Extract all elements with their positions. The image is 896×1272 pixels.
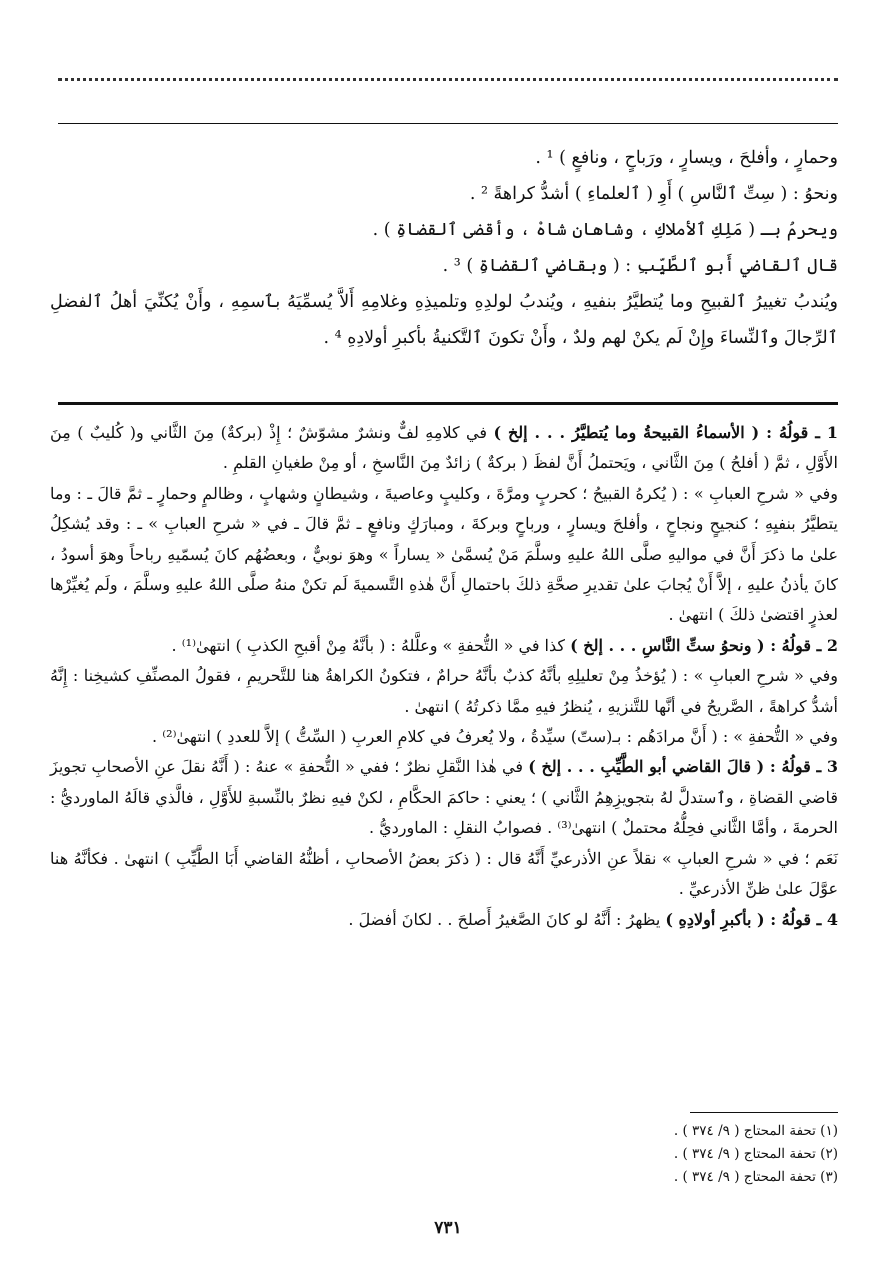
main-text-line: ونحوُ : ( سِتِّ ٱلنَّاسِ ) أَوِ ( ٱلعلماءِ ) أشدُّ كراهةً ² . bbox=[469, 184, 838, 204]
commentary bbox=[50, 418, 838, 935]
commentary-paragraph bbox=[50, 752, 838, 843]
main-text-line: ويُندبُ تغييرُ ٱلقبيحِ وما يُتطيَّرُ بنفيهِ ، ويُندبُ لولدِهِ وتلميذِهِ وغلامِهِ أَلاَّ يُسمِّيَهُ بٱسمِهِ ، وأَنْ يُكنِّيَ أهلُ ٱلفضلِ ٱلرِّجالَ وٱلنِّساءَ وإِنْ لَم يكنْ لهم ولدٌ ، وأَنْ تكونَ ٱلتَّكنيةُ بأكبرِ أولادِهِ ⁴ . bbox=[50, 292, 838, 348]
dotted-header-rule bbox=[58, 78, 838, 85]
commentary-separator bbox=[58, 402, 838, 405]
commentary-lemma: 1 ـ قولُهُ : ( الأسماءُ القبيحةُ وما يُتطيَّرُ . . . إلخ ) bbox=[493, 423, 839, 442]
commentary-text: وفي « شرحِ العبابِ » : ( يُكرهُ القبيحُ ؛ كحربٍ ومرَّةَ ، وكليبٍ وعاصيةَ ، وشيطانٍ وشهابٍ ، وظالمٍ وحمارٍ ـ ثمَّ قالَ ـ : وما يتطيَّرُ بنفيِهِ ؛ كنجيحٍ ونجاحٍ ، وأفلحَ ويسارٍ ، ورباحٍ وبركةَ ، ومبارَكٍ ونافعٍ ـ ثمَّ قالَ ـ في « شرحِ العبابِ » ـ : وقد يُشكِلُ علىٰ ما ذكرَ أَنَّ في مواليهِ صلَّى اللهُ عليهِ وسلَّمَ مَنْ يُسمَّىٰ « يساراً » وهوَ نوبيٌّ ، وبعضُهُم كانَ يُسمّيهِ رباحاً وهوَ أسودُ ، كانَ يأذنُ عليهِ ، إلاَّ أَنْ يُجابَ علىٰ تقديرِ صحَّةِ ذلكَ باحتمالِ أَنَّ هٰذهِ التَّسميةَ لَم تكنْ منهُ صلَّى اللهُ عليهِ وسلَّمَ ، ولَم يُغيِّرْها لعذرٍ اقتضىٰ ذلكَ ) انتهىٰ . bbox=[50, 483, 839, 625]
commentary-paragraph bbox=[50, 844, 838, 905]
commentary-text: نَعَم ؛ في « شرحِ العبابِ » نقلاً عنِ الأذرعيِّ أَنَّهُ قال : ( ذكرَ بعضُ الأصحابِ ، أظنُّهُ القاضي أَبَا الطَّيِّبِ ) انتهىٰ . فكأنَّهُ هنا عوَّلَ علىٰ ظنِّ الأذرعيِّ . bbox=[50, 848, 838, 899]
footnote: (١) تحفة المحتاج ( ٩/ ٣٧٤ ) . bbox=[673, 1123, 838, 1139]
commentary-text: يظهرُ : أَنَّهُ لو كانَ الصَّغيرُ أَصلحَ . . لكانَ أفضلَ . bbox=[348, 909, 666, 929]
commentary-paragraph bbox=[50, 479, 838, 631]
commentary-text: في هٰذا النَّقلِ نظرٌ ؛ ففي « التُّحفةِ » عنهُ : ( أَنَّهُ نقلَ عنِ الأصحابِ تجويزَ قاضي القضاةِ ، وٱستدلَّ لهُ بتجويزِهِمُ الثَّاني ) ؛ يعني : حاكمَ الحكَّامِ ، لكنْ فيهِ نظرٌ بالنِّسبةِ للأَوَّلِ ، فالَّذي قالَهُ الماورديُّ : الحرمةَ ، وأمَّا الثَّاني فحِلُّهُ محتملٌ ) انتهىٰ⁽³⁾ . فصوابُ النقلِ : الماورديُّ . bbox=[50, 757, 838, 838]
footnote: (٣) تحفة المحتاج ( ٩/ ٣٧٤ ) . bbox=[673, 1169, 838, 1185]
commentary-paragraph bbox=[50, 631, 838, 661]
commentary-lemma: 3 ـ قولُهُ : ( قالَ القاضي أبو الطَّيِّبِ . . . إلخ ) bbox=[528, 757, 838, 777]
page-number: ٧٣١ bbox=[434, 1218, 462, 1238]
commentary-paragraph bbox=[50, 661, 838, 722]
footnotes bbox=[50, 1120, 838, 1189]
commentary-paragraph bbox=[50, 722, 838, 752]
commentary-text: كذا في « التُّحفةِ » وعلَّلهُ : ( بأنَّهُ مِنْ أقبحِ الكذبِ ) انتهىٰ⁽¹⁾ . bbox=[171, 635, 571, 655]
top-rule bbox=[58, 123, 838, 124]
commentary-text: وفي « التُّحفةِ » : ( أَنَّ مرادَهُم : بـ(ستّ) سيِّدةُ ، ولا يُعرفُ في كلامِ العربِ ( السِّتُّ ) إلاَّ للعددِ ) انتهىٰ⁽²⁾ . bbox=[152, 727, 838, 747]
footnote-rule bbox=[690, 1112, 838, 1113]
commentary-lemma: 4 ـ قولُهُ : ( بأكبرِ أولادِهِ ) bbox=[665, 909, 838, 929]
footnote: (٢) تحفة المحتاج ( ٩/ ٣٧٤ ) . bbox=[673, 1146, 838, 1162]
main-text-line: قال ٱلقاضي أَبو ٱلطَّيِّبِ : ( وبقاضي ٱلقضاةِ ) ³ . bbox=[442, 256, 838, 276]
commentary-text: وفي « شرحِ العبابِ » : ( يُؤخذُ مِنْ تعليلِهِ بأنَّهُ كذبٌ بأنَّهُ حرامٌ ، فتكونُ الكراهةُ هنا للتَّحريمِ ، فقولُ المصنِّفِ كشيخِنا : إِنَّهُ أشدُّ كراهةً ، الصَّريحُ في أنَّها للتَّنزيهِ ، يُنظرُ فيهِ ممَّا ذكرتُهُ ) انتهىٰ . bbox=[50, 666, 838, 716]
main-text-line: ويحرمُ بـ ( مَلِكِ ٱلأملاكِ ، وشاهان شاهْ ، وأقضى ٱلقضاةِ ) . bbox=[372, 220, 838, 240]
commentary-lemma: 2 ـ قولُهُ : ( ونحوُ ستِّ النَّاسِ . . . إلخ ) bbox=[570, 635, 838, 655]
main-text bbox=[50, 140, 838, 356]
main-text-line: وحمارٍ ، وأفلحَ ، ويسارٍ ، ورَباحٍ ، ونافعٍ ) ¹ . bbox=[535, 148, 838, 168]
commentary-paragraph bbox=[50, 905, 838, 935]
commentary-text: في كلامِهِ لفٌّ ونشرٌ مشوّشٌ ؛ إِذْ (بركةٌ) مِنَ الثَّاني و( كُليبٌ ) مِنَ الأَوَّلِ ، ثمَّ ( أفلحُ ) مِنَ الثَّاني ، ويَحتملُ أَنَّ لفظَ ( بركةٌ ) زائدٌ مِنَ النَّاسخِ ، أو مِنْ طغيانِ القلمِ . bbox=[50, 423, 838, 473]
commentary-paragraph bbox=[50, 418, 838, 479]
